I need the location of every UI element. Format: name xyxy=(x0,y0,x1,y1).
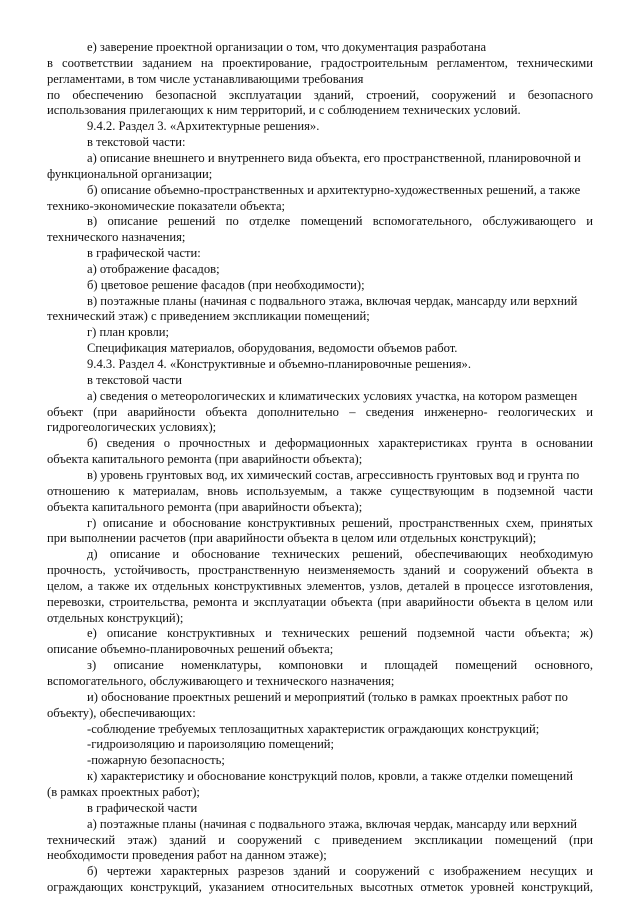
text-line: б) чертежи характерных разрезов зданий и сооружений с изображением несущих и xyxy=(87,864,593,879)
text-line: функциональной организации; xyxy=(47,166,213,181)
text-line: з) описание номенклатуры, компоновки и площадей помещений основного, xyxy=(87,658,593,673)
text-line: ограждающих конструкций, указанием относительных высотных отметок уровней конструкций, xyxy=(47,880,593,894)
text-line: а) отображение фасадов; xyxy=(87,261,220,276)
text-line: е) заверение проектной организации о том, что документация разработана xyxy=(87,40,487,54)
text-line: г) план кровли; xyxy=(87,325,170,340)
text-line: технического назначения; xyxy=(47,230,186,245)
text-line: целом, а также их отдельных конструктивных элементов, узлов, деталей в процессе изготовления, xyxy=(47,578,593,593)
text-line: в графической части: xyxy=(87,246,201,260)
text-line: технико-экономические показатели объекта; xyxy=(47,198,286,213)
text-line: при выполнении расчетов (при аварийности объекта в целом или отдельных конструкций); xyxy=(47,531,537,546)
text-line: регламентами, в том числе устанавливающими требования xyxy=(47,71,364,86)
text-line: б) цветовое решение фасадов (при необходимости); xyxy=(87,277,365,292)
text-line: Спецификация материалов, оборудования, ведомости объемов работ. xyxy=(87,341,458,356)
text-line: г) описание и обоснование конструктивных решений, пространственных схем, принятых xyxy=(87,515,593,530)
text-line: б) сведения о прочностных и деформационных характеристиках грунта в основании xyxy=(87,436,593,451)
text-line: а) сведения о метеорологических и климатических условиях участка, на котором размещен xyxy=(87,388,578,403)
text-line: 9.4.2. Раздел 3. «Архитектурные решения». xyxy=(87,119,320,134)
text-line: е) описание конструктивных и технических решений подземной части объекта; ж) xyxy=(87,626,593,641)
text-line: по обеспечению безопасной эксплуатации зданий, строений, сооружений и безопасного xyxy=(47,87,593,102)
text-line: технический этаж) зданий и сооружений с приведением экспликации помещений (при xyxy=(47,832,593,847)
text-line: и) обоснование проектных решений и мероприятий (только в рамках проектных работ по xyxy=(87,689,568,704)
text-line: отдельных конструкций); xyxy=(47,610,184,625)
text-line: объекта капитального ремонта (при аварийности объекта); xyxy=(47,452,363,467)
text-line: перевозки, строительства, ремонта и эксплуатации объекта (при аварийности объекта в целом или xyxy=(47,594,593,609)
text-line: а) поэтажные планы (начиная с подвального этажа, включая чердак, мансарду или верхний xyxy=(87,816,577,831)
text-line: прочность, устойчивость, пространственную неизменяемость зданий и сооружений объекта в xyxy=(47,563,593,577)
text-line: в) уровень грунтовых вод, их химический состав, агрессивность грунтовых вод и грунта по xyxy=(87,467,580,482)
text-line: использования прилегающих к ним территорий, и с соблюдением технических условий. xyxy=(47,103,521,118)
text-line: (в рамках проектных работ); xyxy=(47,784,200,799)
text-line: в) описание решений по отделке помещений вспомогательного, обслуживающего и xyxy=(87,214,593,229)
text-line: необходимости проведения работ на данном этаже); xyxy=(47,848,327,863)
text-line: гидрогеологических условиях); xyxy=(47,420,217,435)
text-line: объекта капитального ремонта (при аварийности объекта); xyxy=(47,499,363,514)
text-line: описание объемно-планировочных решений объекта; xyxy=(47,642,334,657)
text-line: д) описание и обоснование технических решений, обеспечивающих необходимую xyxy=(87,547,593,562)
text-line: в текстовой части xyxy=(87,372,183,387)
text-line: -пожарную безопасность; xyxy=(87,753,225,768)
text-line: в соответствии заданием на проектирование, градостроительным регламентом, техническими xyxy=(47,55,593,70)
text-line: объект (при аварийности объекта дополнительно – сведения инженерно- геологических и xyxy=(47,404,593,419)
text-line: в текстовой части: xyxy=(87,135,186,150)
text-line: б) описание объемно-пространственных и архитектурно-художественных решений, а также xyxy=(87,182,581,197)
text-line: вспомогательного, обслуживающего и технического назначения; xyxy=(47,674,395,688)
text-line: а) описание внешнего и внутреннего вида объекта, его пространственной, планировочной и xyxy=(87,150,581,165)
text-line: в графической части xyxy=(87,800,198,815)
text-line: -соблюдение требуемых теплозащитных характеристик ограждающих конструкций; xyxy=(87,721,540,736)
text-line: отношению к материалам, вновь используемым, а также существующим в подземной части xyxy=(47,483,593,498)
text-line: в) поэтажные планы (начиная с подвального этажа, включая чердак, мансарду или верхний xyxy=(87,293,578,308)
text-line: 9.4.3. Раздел 4. «Конструктивные и объемно-планировочные решения». xyxy=(87,357,471,371)
text-line: объекту), обеспечивающих: xyxy=(47,705,196,720)
text-line: технический этаж) с приведением экспликации помещений; xyxy=(47,309,370,324)
text-line: к) характеристику и обоснование конструкций полов, кровли, а также отделки помещений xyxy=(87,769,573,784)
text-line: -гидроизоляцию и пароизоляцию помещений; xyxy=(87,737,335,752)
